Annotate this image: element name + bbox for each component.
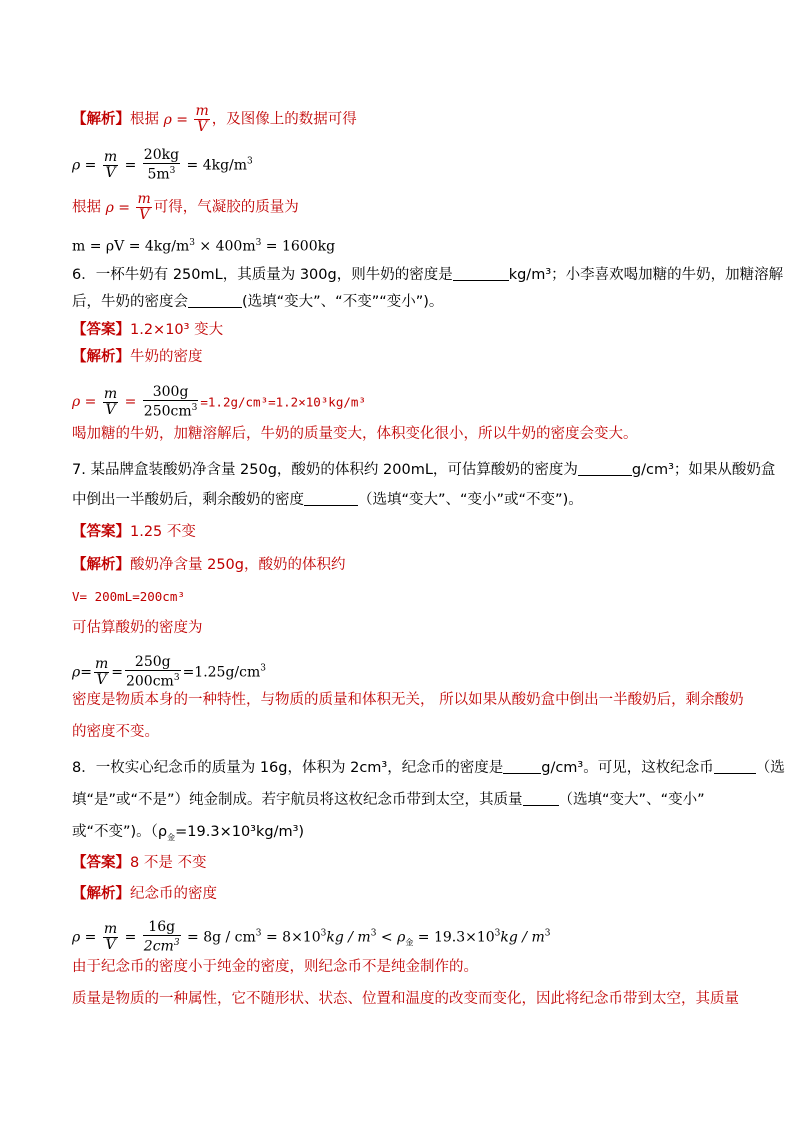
q7-blank-2 — [304, 491, 358, 506]
q7-estimate: 可估算酸奶的密度为 — [72, 620, 203, 636]
q8-blank-3 — [523, 791, 559, 806]
q8-stem-line2: 填“是”或“不是”）纯金制成。若宇航员将这枚纪念币带到太空，其质量 （选填“变大”、“变小” — [72, 792, 705, 808]
q6-stem-line1: 6．一杯牛奶有 250mL，其质量为 300g，则牛奶的密度是 kg/m³；小李喜欢喝加糖的牛奶，加糖溶解 — [72, 267, 784, 283]
q7-analysis: 【解析】酸奶净含量 250g，酸奶的体积约 — [72, 557, 346, 573]
q7-stem-line2: 中倒出一半酸奶后，剩余酸奶的密度 （选填“变大”、“变小”或“不变”)。 — [72, 492, 583, 508]
q6-answer: 【答案】1.2×10³ 变大 — [72, 322, 224, 338]
analysis-line-a1: 【解析】根据 ρ = $\frac{m}{V}$ ，及图像上的数据可得 — [72, 103, 357, 135]
q8-equation: ρ = $\frac{m}{V}$ = $\frac{16g}{2cm^3}$ = $8g / cm^3 = 8\times 10^3kg / m^3 < \rho_金 = 19.3\times 10^3kg / m^3$ — [72, 919, 551, 955]
analysis-line-a2: 根据 ρ = $\frac{m}{V}$ 可得，气凝胶的质量为 — [72, 191, 299, 223]
q8-conclusion-2: 质量是物质的一种属性，它不随形状、状态、位置和温度的改变而变化，因此将纪念币带到太空，其质量 — [72, 991, 739, 1007]
q7-conclusion-1: 密度是物质本身的一种特性，与物质的质量和体积无关， 所以如果从酸奶盒中倒出一半酸奶后，剩余酸奶 — [72, 692, 744, 708]
q8-analysis: 【解析】纪念币的密度 — [72, 886, 217, 902]
q8-blank-2 — [714, 759, 756, 774]
q7-stem-line1: 7. 某品牌盒装酸奶净含量 250g，酸奶的体积约 200mL，可估算酸奶的密度为 g/cm³；如果从酸奶盒 — [72, 462, 776, 478]
equation-a1: ρ = $\frac{m}{V}$ = $\frac{20kg}{5m^3}$ = $4kg/m^3$ — [72, 147, 253, 183]
density-formula: ρ = $\frac{m}{V}$ — [163, 103, 209, 135]
q7-conclusion-2: 的密度不变。 — [72, 724, 159, 740]
q8-stem-line3: 或“不变”)。$(\rho_金=19.3\times 10^3kg/m^3)$ — [72, 824, 305, 842]
q7-equation: ρ= $\frac{m}{V}$ = $\frac{250g}{200cm^3}$ $=1.25g/cm^3$ — [72, 654, 266, 690]
q6-equation: ρ = $\frac{m}{V}$ = $\frac{300g}{250cm^3}$ =1.2g/cm³=1.2×10³kg/m³ — [72, 384, 366, 420]
q6-blank-2 — [188, 293, 242, 308]
q8-answer: 【答案】8 不是 不变 — [72, 855, 207, 871]
q6-stem-line2: 后，牛奶的密度会 (选填“变大”、“不变”“变小”)。 — [72, 294, 444, 310]
equation-a2: $m = \rho V = 4kg/m^3 \times 400m^3 = 1600kg$ — [72, 238, 336, 255]
q6-conclusion: 喝加糖的牛奶，加糖溶解后，牛奶的质量变大，体积变化很小，所以牛奶的密度会变大。 — [72, 426, 638, 442]
q7-answer: 【答案】1.25 不变 — [72, 524, 196, 540]
analysis-tag: 【解析】 — [72, 111, 130, 128]
q8-stem-line1: 8．一枚实心纪念币的质量为 16g，体积为 2cm³，纪念币的密度是 g/cm³。可见，这枚纪念币 （选 — [72, 760, 785, 776]
q7-blank-1 — [578, 461, 632, 476]
q8-blank-1 — [503, 759, 541, 774]
q6-blank-1 — [453, 266, 509, 281]
q6-analysis: 【解析】牛奶的密度 — [72, 349, 203, 365]
q7-volume: V= 200mL=200cm³ — [72, 589, 185, 604]
q8-conclusion-1: 由于纪念币的密度小于纯金的密度，则纪念币不是纯金制作的。 — [72, 959, 478, 975]
